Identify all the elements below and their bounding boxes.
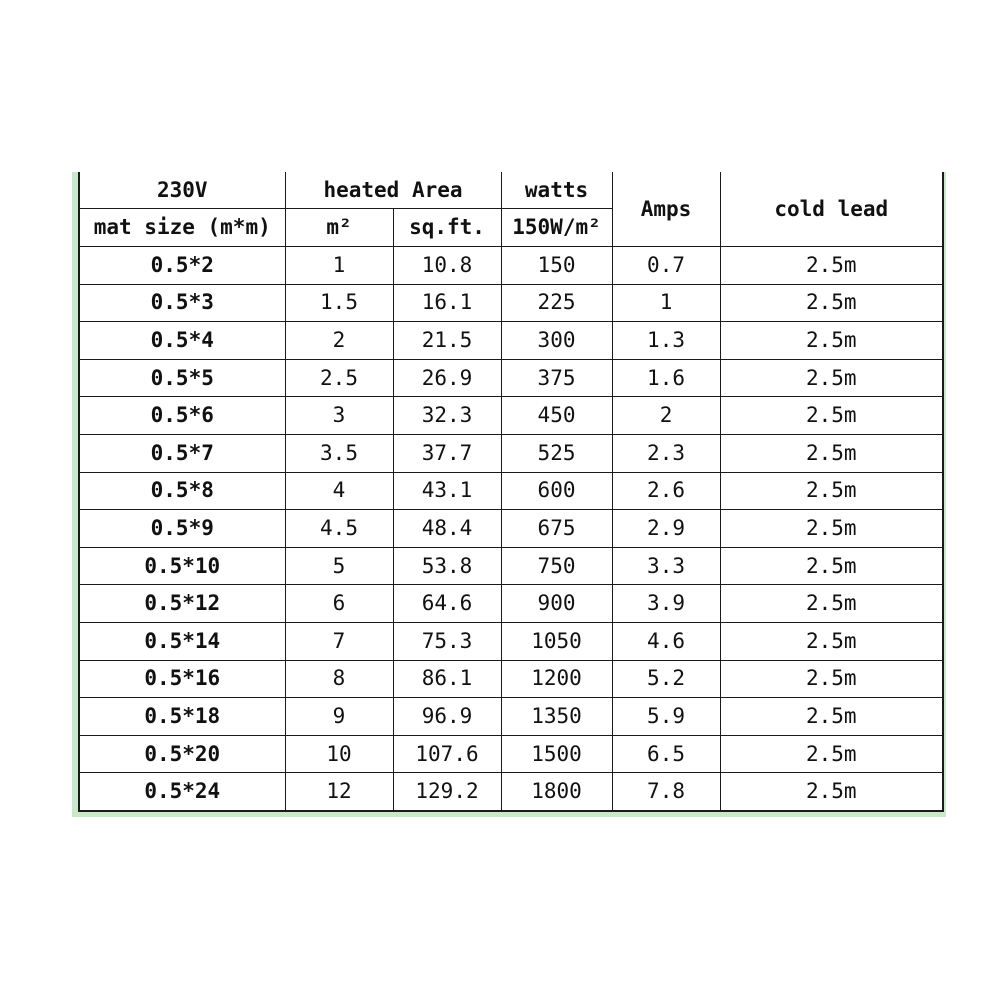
cold-lead-cell: 2.5m [720,359,943,397]
table-row [79,322,943,360]
watts-cell: 1050 [501,622,612,660]
mat-size-cell: 0.5*12 [79,585,285,623]
table-row [79,773,943,811]
mat-size-cell: 0.5*24 [79,773,285,811]
mat-size-cell: 0.5*2 [79,247,285,285]
amps-cell: 1 [612,284,720,322]
table-row [79,247,943,285]
sqft-cell: 32.3 [393,397,501,435]
amps-cell: 3.3 [612,547,720,585]
m2-cell: 6 [285,585,393,623]
cold-lead-cell: 2.5m [720,434,943,472]
header-cold-lead: cold lead [720,172,943,247]
mat-size-cell: 0.5*6 [79,397,285,435]
m2-cell: 7 [285,622,393,660]
cold-lead-cell: 2.5m [720,547,943,585]
m2-cell: 2.5 [285,359,393,397]
table-row [79,434,943,472]
cold-lead-cell: 2.5m [720,622,943,660]
amps-cell: 3.9 [612,585,720,623]
m2-cell: 12 [285,773,393,811]
mat-size-cell: 0.5*3 [79,284,285,322]
sqft-cell: 53.8 [393,547,501,585]
m2-cell: 8 [285,660,393,698]
header-heated-area: heated Area [285,172,501,209]
cold-lead-cell: 2.5m [720,585,943,623]
table-row [79,510,943,548]
mat-size-cell: 0.5*9 [79,510,285,548]
watts-cell: 225 [501,284,612,322]
mat-size-cell: 0.5*16 [79,660,285,698]
sqft-cell: 86.1 [393,660,501,698]
watts-cell: 600 [501,472,612,510]
cold-lead-cell: 2.5m [720,322,943,360]
sqft-cell: 26.9 [393,359,501,397]
watts-cell: 1800 [501,773,612,811]
cold-lead-cell: 2.5m [720,698,943,736]
header-sqft: sq.ft. [393,209,501,247]
cold-lead-cell: 2.5m [720,472,943,510]
table-row [79,359,943,397]
table-row [79,660,943,698]
cold-lead-cell: 2.5m [720,735,943,773]
cold-lead-cell: 2.5m [720,510,943,548]
sqft-cell: 10.8 [393,247,501,285]
sqft-cell: 37.7 [393,434,501,472]
table-row [79,585,943,623]
watts-cell: 900 [501,585,612,623]
m2-cell: 1 [285,247,393,285]
m2-cell: 10 [285,735,393,773]
m2-cell: 5 [285,547,393,585]
mat-size-cell: 0.5*18 [79,698,285,736]
m2-cell: 3.5 [285,434,393,472]
cold-lead-cell: 2.5m [720,773,943,811]
sqft-cell: 48.4 [393,510,501,548]
m2-cell: 3 [285,397,393,435]
amps-cell: 5.9 [612,698,720,736]
table-row [79,735,943,773]
amps-cell: 6.5 [612,735,720,773]
amps-cell: 2 [612,397,720,435]
spec-table-body [79,172,943,811]
mat-size-cell: 0.5*8 [79,472,285,510]
watts-cell: 1200 [501,660,612,698]
m2-cell: 2 [285,322,393,360]
cold-lead-cell: 2.5m [720,397,943,435]
sqft-cell: 96.9 [393,698,501,736]
m2-cell: 1.5 [285,284,393,322]
mat-size-cell: 0.5*14 [79,622,285,660]
header-watts-per-m2: 150W/m² [501,209,612,247]
sqft-cell: 16.1 [393,284,501,322]
m2-cell: 4.5 [285,510,393,548]
watts-cell: 675 [501,510,612,548]
table-row [79,284,943,322]
amps-cell: 1.6 [612,359,720,397]
m2-cell: 9 [285,698,393,736]
amps-cell: 0.7 [612,247,720,285]
spec-table [78,172,944,812]
table-row [79,698,943,736]
sqft-cell: 129.2 [393,773,501,811]
amps-cell: 1.3 [612,322,720,360]
watts-cell: 750 [501,547,612,585]
sqft-cell: 75.3 [393,622,501,660]
header-mat-size: mat size (m*m) [79,209,285,247]
watts-cell: 300 [501,322,612,360]
mat-size-cell: 0.5*20 [79,735,285,773]
sqft-cell: 43.1 [393,472,501,510]
watts-cell: 450 [501,397,612,435]
table-row [79,547,943,585]
amps-cell: 2.9 [612,510,720,548]
table-row [79,472,943,510]
mat-size-cell: 0.5*10 [79,547,285,585]
cold-lead-cell: 2.5m [720,247,943,285]
amps-cell: 5.2 [612,660,720,698]
m2-cell: 4 [285,472,393,510]
header-amps: Amps [612,172,720,247]
amps-cell: 7.8 [612,773,720,811]
header-watts: watts [501,172,612,209]
watts-cell: 525 [501,434,612,472]
cold-lead-cell: 2.5m [720,660,943,698]
mat-size-cell: 0.5*7 [79,434,285,472]
sqft-cell: 21.5 [393,322,501,360]
watts-cell: 1350 [501,698,612,736]
sqft-cell: 64.6 [393,585,501,623]
amps-cell: 2.3 [612,434,720,472]
amps-cell: 2.6 [612,472,720,510]
mat-size-cell: 0.5*5 [79,359,285,397]
header-voltage: 230V [79,172,285,209]
watts-cell: 150 [501,247,612,285]
header-m2: m² [285,209,393,247]
amps-cell: 4.6 [612,622,720,660]
table-row [79,622,943,660]
cold-lead-cell: 2.5m [720,284,943,322]
table-row [79,397,943,435]
watts-cell: 375 [501,359,612,397]
watts-cell: 1500 [501,735,612,773]
sqft-cell: 107.6 [393,735,501,773]
mat-size-cell: 0.5*4 [79,322,285,360]
header-row-1 [79,172,943,209]
